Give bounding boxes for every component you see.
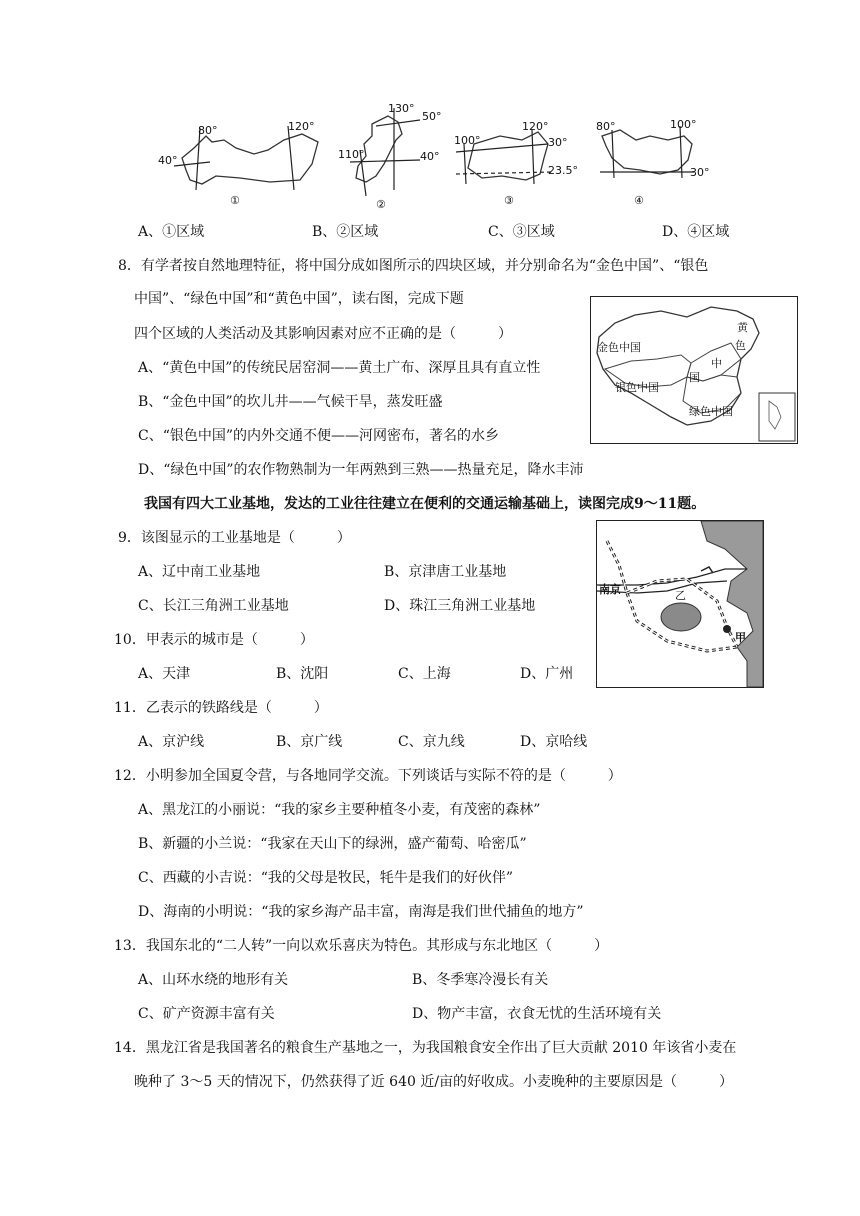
map-label-yi: 乙 xyxy=(675,589,686,602)
q12-option-b[interactable]: B、新疆的小兰说：“我家在天山下的绿洲，盛产葡萄、哈密瓜” xyxy=(138,836,527,852)
q13-stem: 13．我国东北的“二人转”一向以欢乐喜庆为特色。其形成与东北地区（ ） xyxy=(114,938,609,954)
q9-option-a[interactable]: A、辽中南工业基地 xyxy=(138,564,261,580)
map3-lon1: 100° xyxy=(454,134,481,147)
q8-stem-2: 中国”、“绿色中国”和“黄色中国”，读右图，完成下题 xyxy=(134,291,464,307)
q13-option-b[interactable]: B、冬季寒冷漫长有关 xyxy=(412,972,549,988)
q10-option-b[interactable]: B、沈阳 xyxy=(276,666,329,682)
q7-option-b[interactable]: B、②区域 xyxy=(312,224,379,240)
map-label-yellow-2: 色 xyxy=(735,339,746,352)
q9-stem: 9．该图显示的工业基地是（ ） xyxy=(118,530,351,546)
q12-option-a[interactable]: A、黑龙江的小丽说：“我的家乡主要种植冬小麦，有茂密的森林” xyxy=(138,802,541,818)
map2-lat2: 40° xyxy=(420,150,440,163)
map3-lat1: 30° xyxy=(548,136,568,149)
q13-option-a[interactable]: A、山环水绕的地形有关 xyxy=(138,972,289,988)
q10-option-c[interactable]: C、上海 xyxy=(398,666,451,682)
q11-option-a[interactable]: A、京沪线 xyxy=(138,734,205,750)
map-label-nanjing: 南京 xyxy=(599,583,621,596)
q13-option-d[interactable]: D、物产丰富，衣食无忧的生活环境有关 xyxy=(412,1006,662,1022)
intro-9-11: 我国有四大工业基地，发达的工业往往建立在便利的交通运输基础上，读图完成9～11题。 xyxy=(144,496,706,512)
q9-option-d[interactable]: D、珠江三角洲工业基地 xyxy=(384,598,536,614)
map1-lon1: 80° xyxy=(198,124,218,137)
q10-option-a[interactable]: A、天津 xyxy=(138,666,191,682)
q11-option-b[interactable]: B、京广线 xyxy=(276,734,343,750)
q7-map-3 xyxy=(452,118,584,216)
q10-stem: 10．甲表示的城市是（ ） xyxy=(114,632,314,648)
q7-option-c[interactable]: C、③区域 xyxy=(488,224,555,240)
q7-option-d[interactable]: D、④区域 xyxy=(662,224,730,240)
map2-lon2: 110° xyxy=(338,148,365,161)
q12-stem: 12．小明参加全国夏令营，与各地同学交流。下列谈话与实际不符的是（ ） xyxy=(114,768,622,784)
map4-lat: 30° xyxy=(690,166,710,179)
q11-option-c[interactable]: C、京九线 xyxy=(398,734,465,750)
q14-stem-1: 14．黑龙江省是我国著名的粮食生产基地之一，为我国粮食安全作出了巨大贡献 2010 年该省小麦在 xyxy=(114,1040,737,1056)
q8-stem-1: 8．有学者按自然地理特征，将中国分成如图所示的四块区域，并分别命名为“金色中国”、“银色 xyxy=(118,258,709,274)
map1-lat: 40° xyxy=(158,154,178,167)
industrial-base-map xyxy=(596,520,764,688)
map2-lon1: 130° xyxy=(388,102,415,115)
q8-option-b[interactable]: B、“金色中国”的坎儿井——气候干旱，蒸发旺盛 xyxy=(138,394,443,410)
q12-option-d[interactable]: D、海南的小明说：“我的家乡海产品丰富，南海是我们世代捕鱼的地方” xyxy=(138,904,584,920)
map-label-green: 绿色中国 xyxy=(689,405,733,418)
q7-map-2 xyxy=(336,100,446,216)
map3-num: ③ xyxy=(504,194,514,207)
q14-stem-2: 晚种了 3～5 天的情况下，仍然获得了近 640 近/亩的好收成。小麦晚种的主要原因是（ ） xyxy=(134,1074,734,1090)
q9-option-c[interactable]: C、长江三角洲工业基地 xyxy=(138,598,289,614)
map1-num: ① xyxy=(230,194,240,207)
map-label-gold: 金色中国 xyxy=(597,341,641,354)
q7-map-4 xyxy=(590,118,720,216)
map2-num: ② xyxy=(376,198,386,211)
map-label-mid-1: 中 xyxy=(711,357,722,370)
q11-stem: 11．乙表示的铁路线是（ ） xyxy=(114,700,328,716)
map4-lon1: 80° xyxy=(596,120,616,133)
map-label-mid-2: 国 xyxy=(689,371,700,384)
map-label-jia: 甲 xyxy=(735,631,746,644)
q8-option-a[interactable]: A、“黄色中国”的传统民居窑洞——黄土广布、深厚且具有直立性 xyxy=(138,360,541,376)
q7-option-a[interactable]: A、①区域 xyxy=(138,224,205,240)
q8-stem-3: 四个区域的人类活动及其影响因素对应不正确的是（ ） xyxy=(134,326,512,342)
q8-option-c[interactable]: C、“银色中国”的内外交通不便——河网密布，著名的水乡 xyxy=(138,428,500,444)
map-label-yellow-1: 黄 xyxy=(737,321,748,334)
map3-lat2: 23.5° xyxy=(548,164,578,177)
q8-option-d[interactable]: D、“绿色中国”的农作物熟制为一年两熟到三熟——热量充足，降水丰沛 xyxy=(138,462,584,478)
q12-option-c[interactable]: C、西藏的小吉说：“我的父母是牧民，牦牛是我们的好伙伴” xyxy=(138,870,514,886)
map2-lat1: 50° xyxy=(422,110,442,123)
q13-option-c[interactable]: C、矿产资源丰富有关 xyxy=(138,1006,275,1022)
map4-num: ④ xyxy=(634,194,644,207)
map1-lon2: 120° xyxy=(288,120,315,133)
map-label-silver: 银色中国 xyxy=(615,381,659,394)
map4-lon2: 100° xyxy=(670,118,697,131)
china-regions-map xyxy=(590,296,798,444)
q9-option-b[interactable]: B、京津唐工业基地 xyxy=(384,564,507,580)
q11-option-d[interactable]: D、京哈线 xyxy=(520,734,588,750)
map3-lon2: 120° xyxy=(522,120,549,133)
q10-option-d[interactable]: D、广州 xyxy=(520,666,574,682)
q7-map-1 xyxy=(150,118,330,216)
